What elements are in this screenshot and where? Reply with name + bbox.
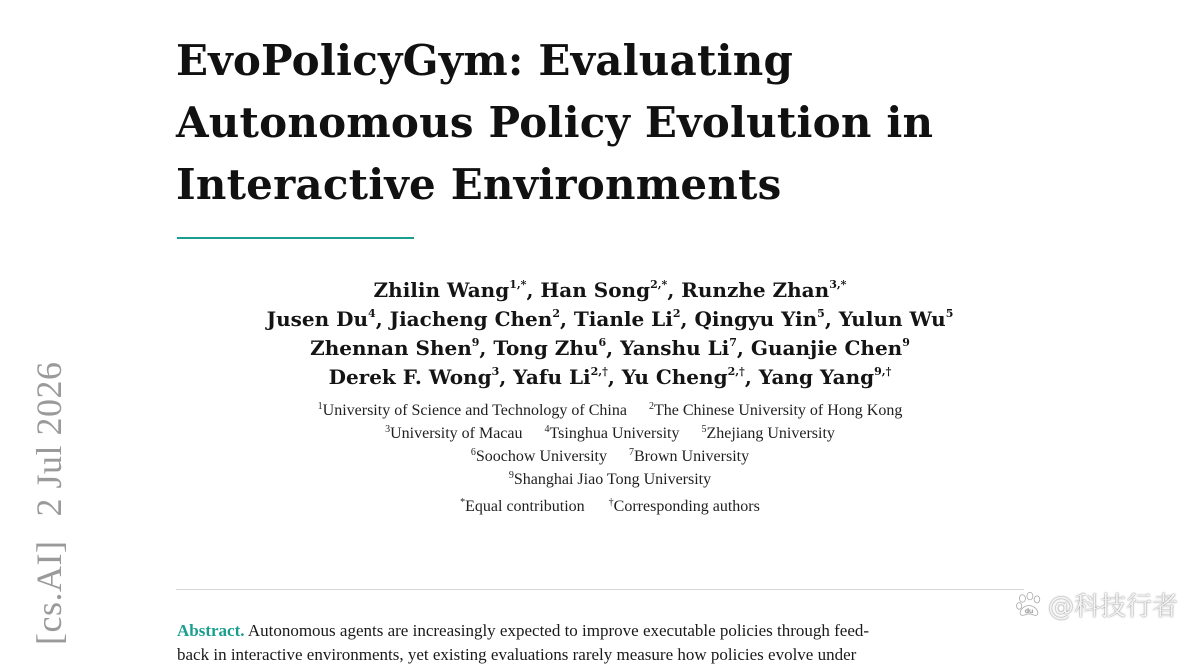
affiliation-name: Soochow University xyxy=(475,448,607,465)
author-affiliation-mark: 9 xyxy=(471,336,480,349)
author-name: Zhennan Shen xyxy=(310,336,472,360)
author-affiliation-mark: 1,* xyxy=(509,278,527,291)
author-affiliation-mark: 2,* xyxy=(650,278,668,291)
contribution-notes xyxy=(160,496,1060,518)
author-name: Yafu Li xyxy=(513,365,591,389)
affiliation-item xyxy=(509,471,711,488)
author-name: Yang Yang xyxy=(758,365,875,389)
affiliation-list xyxy=(160,399,1060,491)
affiliation-item xyxy=(629,448,749,465)
author-affiliation-mark: 5 xyxy=(817,307,825,320)
affiliation-item xyxy=(318,402,627,419)
affiliation-line xyxy=(160,468,1060,491)
affiliation-number: 7 xyxy=(629,447,634,458)
affiliation-line xyxy=(160,422,1060,445)
baidu-paw-icon xyxy=(1014,590,1044,620)
author-name: Tong Zhu xyxy=(493,336,599,360)
affiliation-line xyxy=(160,445,1060,468)
author-affiliation-mark: 5 xyxy=(945,307,954,320)
author-affiliation-mark: 4 xyxy=(368,307,376,320)
affiliation-item xyxy=(471,448,607,465)
affiliation-number: 2 xyxy=(648,401,654,412)
author-name: Tianle Li xyxy=(573,307,673,331)
author-name: Yanshu Li xyxy=(620,336,730,360)
affiliation-item xyxy=(701,425,834,442)
title-line: EvoPolicyGym: Evaluating xyxy=(176,36,794,85)
source-watermark xyxy=(1014,586,1178,623)
affiliation-name: Brown University xyxy=(634,448,750,465)
affiliation-name: The Chinese University of Hong Kong xyxy=(653,402,903,419)
author-affiliation-mark: 9 xyxy=(902,336,910,349)
title-underline-rule xyxy=(177,237,414,239)
contribution-mark: † xyxy=(608,497,614,508)
arxiv-stamp xyxy=(30,362,68,645)
author-affiliation-mark: 9,† xyxy=(874,365,892,378)
author-name: Jiacheng Chen xyxy=(389,307,553,331)
affiliation-number: 6 xyxy=(470,447,476,458)
author-affiliation-mark: 2,† xyxy=(727,365,745,378)
watermark-text: @科技行者 xyxy=(1047,592,1178,622)
author-name: Zhilin Wang xyxy=(373,278,510,302)
affiliation-number: 4 xyxy=(544,424,550,435)
author-affiliation-mark: 3 xyxy=(491,365,500,378)
author-list xyxy=(160,276,1060,392)
author-affiliation-mark: 2 xyxy=(672,307,681,320)
svg-text:du: du xyxy=(1024,606,1034,615)
affiliation-item xyxy=(385,425,522,442)
abstract-next-line xyxy=(177,643,1023,664)
affiliation-name: Zhejiang University xyxy=(706,425,835,442)
author-affiliation-mark: 2 xyxy=(552,307,560,320)
author-name: Guanjie Chen xyxy=(750,336,903,360)
author-affiliation-mark: 7 xyxy=(729,336,737,349)
author-line: Derek F. Wong$^3$, Yafu $Li^{2,\dagger}$, Yu Cheng$^{2,\dagger}$, Yang Yang$^{9,\dagger}$ xyxy=(328,365,892,389)
affiliation-item xyxy=(545,425,680,442)
author-line: Jusen Du$^4$, Jiacheng Chen$^2$, Tianle Li$^2$, Qingyu Yin$^5$, Yulun Wu$^5$ xyxy=(266,307,954,331)
affiliation-name: Shanghai Jiao Tong University xyxy=(513,471,712,488)
arxiv-date: 2 Jul 2026 xyxy=(29,361,69,517)
contribution-note xyxy=(460,498,585,515)
abstract-label: Abstract. xyxy=(177,621,245,640)
affiliation-line xyxy=(160,399,1060,422)
affiliation-number: 5 xyxy=(701,424,707,435)
title-line: Interactive Environments xyxy=(176,160,782,209)
affiliation-number: 3 xyxy=(385,424,391,435)
contribution-text: Equal contribution xyxy=(465,498,585,515)
author-name: Derek F. Wong xyxy=(328,365,492,389)
affiliation-name: Tsinghua University xyxy=(549,425,680,442)
author-affiliation-mark: 3,* xyxy=(829,278,847,291)
author-line: Zhennan Shen$^9$, Tong Zhu$^6$, Yanshu Li$^7$, Guanjie Chen$^9$ xyxy=(310,336,910,360)
affiliation-number: 9 xyxy=(508,470,514,481)
author-affiliation-mark: 2,† xyxy=(590,365,608,378)
title-line: Autonomous Policy Evolution in xyxy=(176,98,934,147)
author-name: Jusen Du xyxy=(266,307,369,331)
author-line: Zhilin Wang$^{1,*}$, Han Song$^{2,*}$, Runzhe Zhan$^{3,*}$ xyxy=(373,278,847,302)
author-name: Runzhe Zhan xyxy=(681,278,830,302)
contribution-text: Corresponding authors xyxy=(613,498,760,515)
author-name: Yulun Wu xyxy=(838,307,946,331)
author-name: Han Song xyxy=(540,278,651,302)
contribution-note xyxy=(609,498,760,515)
arxiv-category: [cs.AI] xyxy=(29,540,69,645)
affiliation-name: University of Macau xyxy=(390,425,523,442)
abstract-paragraph xyxy=(177,619,1023,643)
affiliation-name: University of Science and Technology of China xyxy=(322,402,627,419)
author-affiliation-mark: 6 xyxy=(598,336,607,349)
contribution-mark: * xyxy=(460,497,466,508)
author-name: Qingyu Yin xyxy=(694,307,818,331)
paper-title xyxy=(176,30,996,216)
author-name: Yu Cheng xyxy=(621,365,728,389)
abstract-next-text: back in interactive environments, yet existing evaluations rarely measure how policies evolve under xyxy=(177,645,857,664)
affiliation-item xyxy=(649,402,902,419)
abstract-text: Autonomous agents are increasingly expected to improve executable policies through feed- xyxy=(247,621,870,640)
section-divider xyxy=(176,589,1024,590)
affiliation-number: 1 xyxy=(317,401,323,412)
